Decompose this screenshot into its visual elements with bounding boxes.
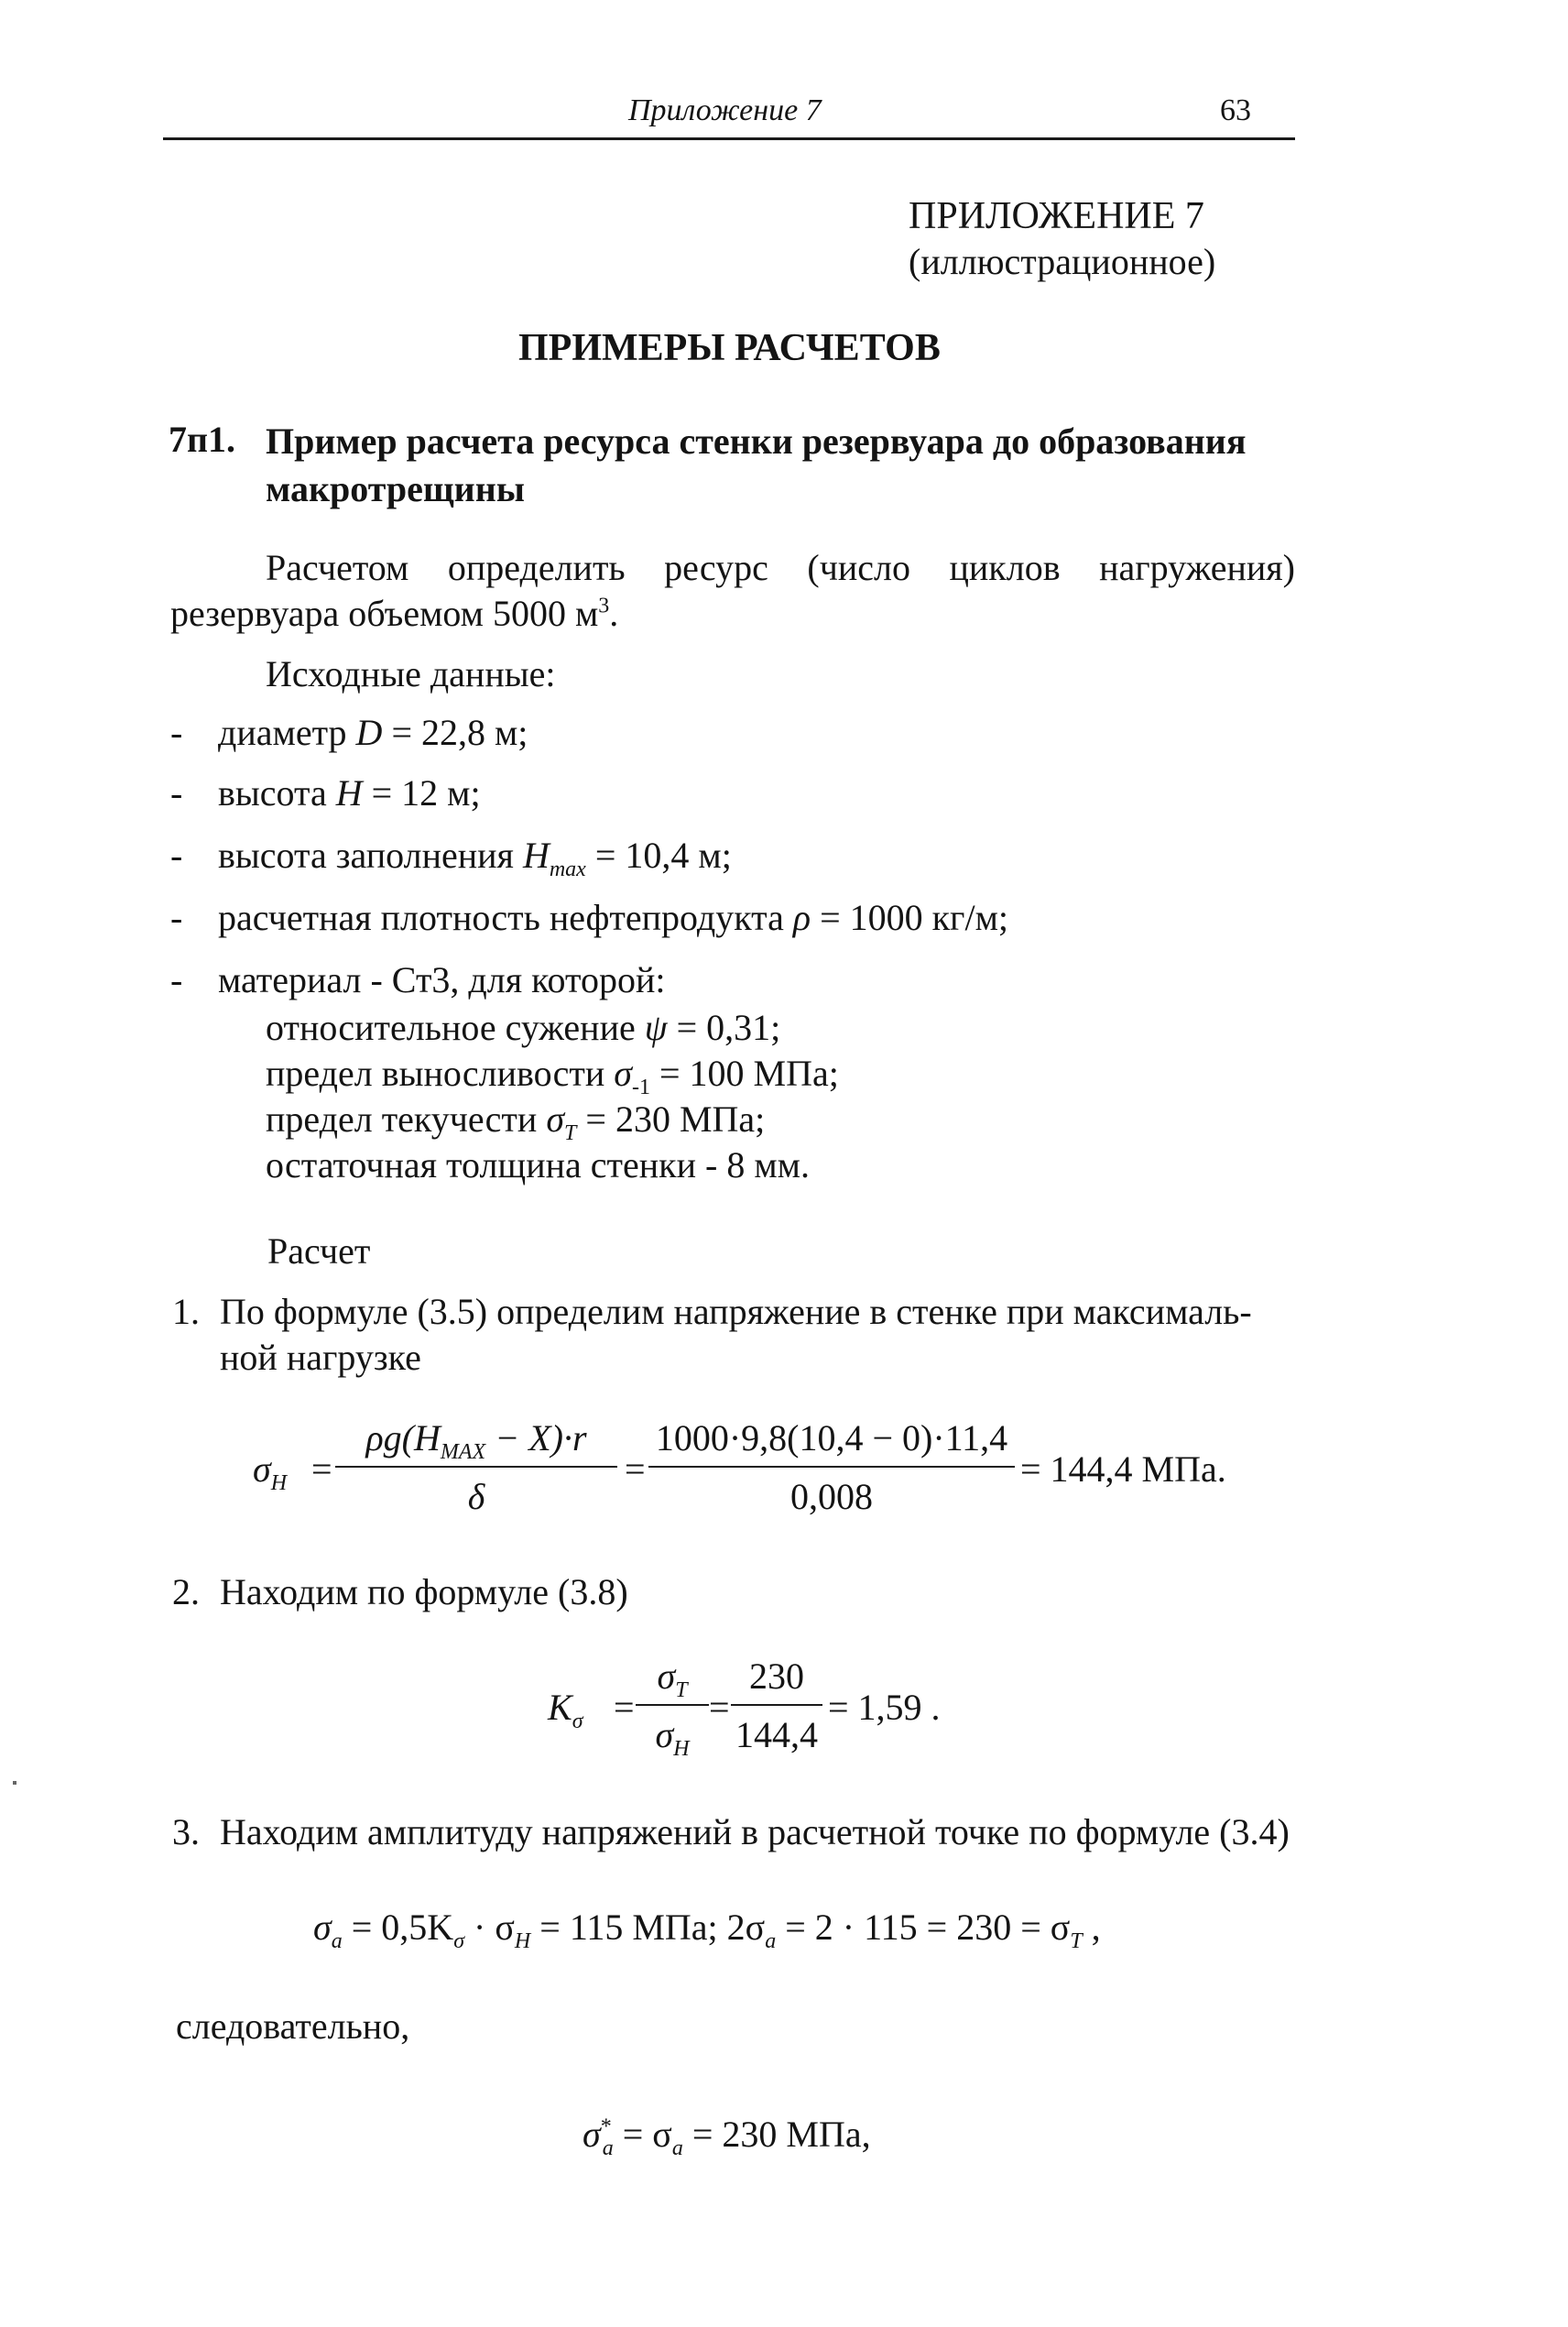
material-thickness: остаточная толщина стенки - 8 мм. (266, 1144, 810, 1185)
page-number: 63 (1220, 93, 1251, 127)
formula-2-fraction-line (636, 1704, 709, 1706)
formula-2-result: = 1,59 . (828, 1687, 941, 1728)
intro-line-2: резервуара объемом 5000 $м^3$. (170, 593, 619, 634)
formula-2-fraction-line-2 (731, 1704, 822, 1706)
input-diameter: диаметр D = 22,8 м; (218, 712, 528, 753)
input-fill-height: высота заполнения $H_{max} = 10,4$ м; (218, 835, 732, 881)
formula-1-numerator-symbolic: $\rho g(H_{MAX} - X)\cdot r$ (365, 1417, 587, 1464)
formula-1-denominator-symbolic: δ (467, 1476, 485, 1517)
formula-1-eq: = (311, 1448, 332, 1490)
step-3-number: 3. (172, 1811, 200, 1852)
input-heading: Исходные данные: (266, 653, 556, 694)
formula-1-eq-2: = (625, 1448, 646, 1490)
formula-1-fraction-line (335, 1466, 617, 1468)
appendix-title: ПРИЛОЖЕНИЕ 7 (909, 195, 1204, 237)
step-2-text: Находим по формуле (3.8) (220, 1571, 628, 1612)
intro-line-1: Расчетом определить ресурс (число циклов нагружения) (266, 547, 1295, 588)
bullet-dash: - (170, 712, 183, 753)
formula-1-fraction-line-2 (648, 1466, 1015, 1468)
formula-1-lhs: $\sigma_H$ (253, 1448, 288, 1495)
section-title: ПРИМЕРЫ РАСЧЕТОВ (518, 327, 941, 369)
formula-2-den-symbolic: $\sigma_H$ (655, 1714, 690, 1761)
material-narrowing: относительное сужение ψ = 0,31; (266, 1007, 781, 1048)
appendix-subtitle: (иллюстрационное) (909, 241, 1216, 282)
formula-1-denominator-numeric: 0,008 (790, 1476, 873, 1517)
material-endurance: предел выносливости $\sigma_{-1} = 100$ МПа; (266, 1053, 839, 1099)
formula-2-eq-2: = (709, 1687, 730, 1728)
header-rule (163, 137, 1295, 140)
input-density: расчетная плотность нефтепродукта ρ = 1000 кг/м; (218, 897, 1008, 938)
formula-1-numerator-numeric: 1000·9,8(10,4 − 0)·11,4 (655, 1417, 1008, 1458)
step-1-line-1: По формуле (3.5) определим напряжение в стенке при максималь- (220, 1291, 1252, 1332)
scan-speck (13, 1781, 16, 1785)
step-2-number: 2. (172, 1571, 200, 1612)
example-number: 7п1. (169, 419, 236, 460)
calc-heading: Расчет (267, 1230, 371, 1272)
input-height: высота H = 12 м; (218, 772, 481, 814)
formula-2-eq: = (614, 1687, 635, 1728)
material-yield: предел текучести $\sigma_T = 230$ МПа; (266, 1098, 766, 1145)
step-1-line-2: ной нагрузке (220, 1337, 421, 1378)
example-title: Пример расчета ресурса стенки резервуара до образования макротрещины (266, 421, 1247, 509)
formula-4: $\sigma^*_a = \sigma_a = 230$ МПа, (583, 2114, 871, 2160)
formula-3: $\sigma_a = 0,5K_\sigma \cdot \sigma_H = 115$ МПа; $2\sigma_a = 2 \cdot 115 = 230 = \sigma_T$ , (313, 1906, 1101, 1953)
formula-2-num-symbolic: $\sigma_T$ (657, 1655, 688, 1702)
step-3-text: Находим амплитуду напряжений в расчетной точке по формуле (3.4) (220, 1811, 1290, 1852)
input-material: материал - Ст3, для которой: (218, 959, 666, 1000)
running-header-title: Приложение 7 (628, 93, 822, 127)
consequently-text: следовательно, (176, 2005, 410, 2047)
bullet-dash: - (170, 897, 183, 938)
formula-2-lhs: $K_\sigma$ (548, 1687, 583, 1733)
formula-2-den-numeric: 144,4 (735, 1714, 818, 1755)
formula-1-result: = 144,4 МПа. (1020, 1448, 1226, 1490)
formula-2-num-numeric: 230 (749, 1655, 804, 1697)
bullet-dash: - (170, 959, 183, 1000)
step-1-number: 1. (172, 1291, 200, 1332)
bullet-dash: - (170, 772, 183, 814)
bullet-dash: - (170, 835, 183, 876)
